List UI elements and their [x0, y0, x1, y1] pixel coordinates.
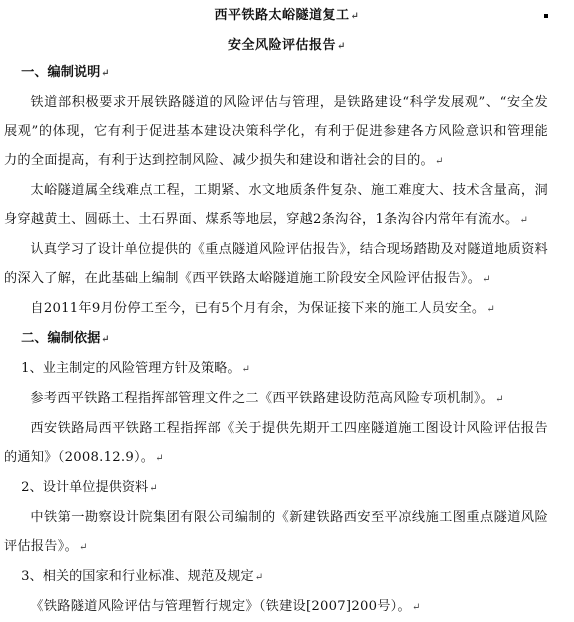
- list-item-label: 1、业主制定的风险管理方针及策略。↵: [21, 361, 250, 376]
- paragraph-mark: ↵: [435, 156, 444, 167]
- section-heading-1: 一、编制说明↵: [21, 65, 110, 80]
- paragraph-mark: ↵: [101, 68, 110, 79]
- text-cursor-marker: [544, 14, 548, 18]
- paragraph-mark: ↵: [79, 542, 88, 553]
- paragraph: 西安铁路局西平铁路工程指挥部《关于提供先期开工四座隧道施工图设计风险评估报告的通知》（2008.12.9）。↵: [4, 421, 548, 465]
- paragraph-mark: ↵: [411, 602, 421, 613]
- paragraph: 中铁第一勘察设计院集团有限公司编制的《新建铁路西安至平凉线施工图重点隧道风险评估报告》。↵: [4, 510, 548, 554]
- paragraph-mark: ↵: [241, 364, 250, 375]
- paragraph-mark: ↵: [254, 572, 264, 583]
- paragraph-mark: ↵: [486, 304, 495, 315]
- paragraph-mark: ↵: [155, 453, 164, 464]
- paragraph-mark: ↵: [337, 41, 346, 52]
- list-item-label: 2、设计单位提供资料↵: [21, 480, 158, 495]
- doc-title-line1: 西平铁路太峪隧道复工↵: [214, 8, 360, 23]
- paragraph: 参考西平铁路工程指挥部管理文件之二《西平铁路建设防范高风险专项机制》。↵: [30, 391, 504, 406]
- paragraph: 铁道部积极要求开展铁路隧道的风险评估与管理，是铁路建设“科学发展观”、“安全发展观”的体现，它有利于促进基本建设决策科学化，有利于促进参建各方风险意识和管理能力的全面提高，有利于达到控制风险、减少损失和建设和谐社会的目的。↵: [4, 95, 548, 168]
- list-item-label: 3、相关的国家和行业标准、规范及规定↵: [21, 569, 264, 584]
- section-heading-2: 二、编制依据↵: [21, 331, 110, 346]
- paragraph-mark: ↵: [149, 483, 158, 494]
- paragraph-mark: ↵: [101, 334, 110, 345]
- paragraph: 认真学习了设计单位提供的《重点隧道风险评估报告》，结合现场踏勘及对隧道地质资料的深入了解，在此基础上编制《西平铁路太峪隧道施工阶段安全风险评估报告》。↵: [4, 242, 548, 286]
- paragraph: 太峪隧道属全线难点工程，工期紧、水文地质条件复杂、施工难度大、技术含量高，洞身穿越黄土、圆砾土、土石界面、煤系等地层，穿越2条沟谷，1条沟谷内常年有流水。↵: [4, 183, 548, 227]
- document-body: [4, 58, 548, 622]
- doc-title-line2: 安全风险评估报告↵: [228, 38, 346, 53]
- paragraph: 自2011年9月份停工至今，已有5个月有余，为保证接下来的施工人员安全。↵: [30, 301, 495, 316]
- paragraph-mark: ↵: [519, 215, 529, 226]
- paragraph: 《铁路隧道风险评估与管理暂行规定》（铁建设[2007]200号）。↵: [30, 599, 421, 614]
- paragraph-mark: ↵: [350, 11, 360, 22]
- paragraph-mark: ↵: [482, 274, 491, 285]
- paragraph-mark: ↵: [495, 394, 504, 405]
